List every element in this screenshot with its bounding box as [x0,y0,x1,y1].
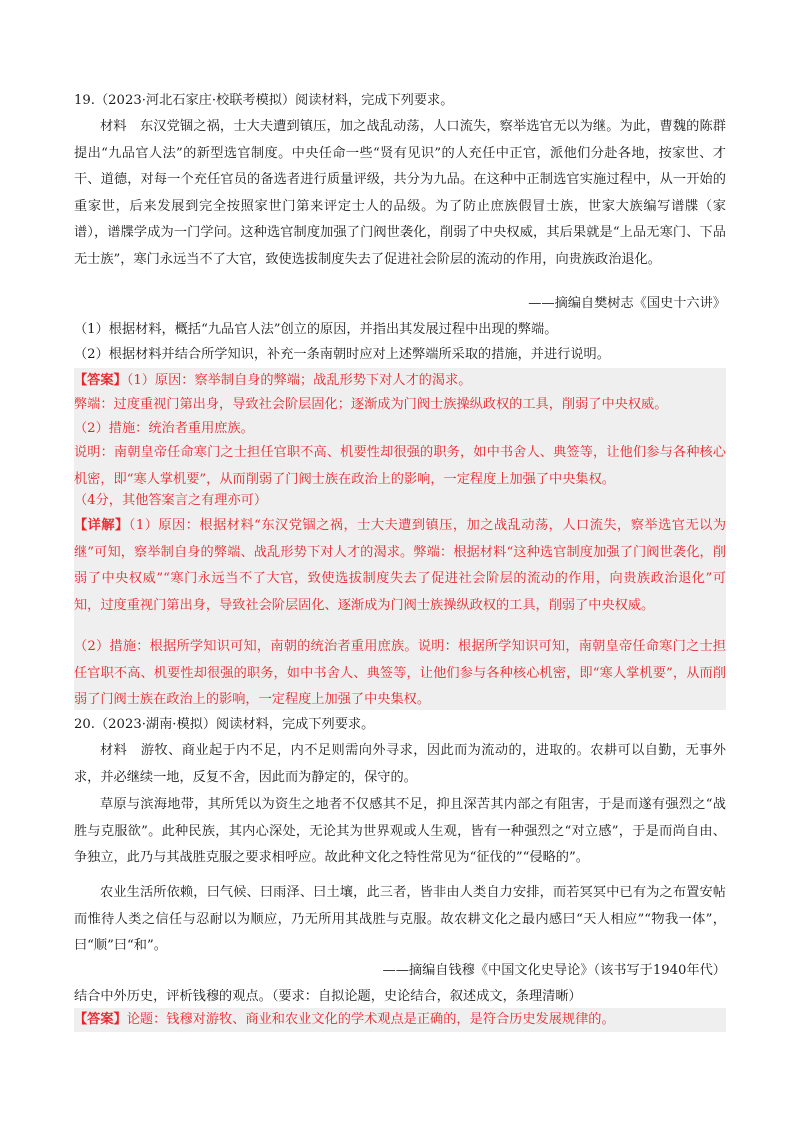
q19-requirement-1: （1）根据材料，概括“九品官人法”创立的原因，并指出其发展过程中出现的弊端。 [74,322,558,337]
answer-tag: 【答案】 [74,373,127,388]
q20-material-1: 材料 游牧、商业起于内不足，内不足则需向外寻求，因此而为流动的，进取的。农耕可以自勤，无事外求，并必继续一地，反复不舍，因此而为静定的，保守的。 [74,743,726,785]
q20-answer-line-1 [74,1007,726,1034]
q19-material: 材料 东汉党锢之祸，士大夫遭到镇压，加之战乱动荡，人口流失，察举选官无以为继。为此，曹魏的陈群提出“九品官人法”的新型选官制度。中央任命一些“贤有见识”的人充任中正官，派他们分赴各地，按家世、才干、道德，对每一个充任官员的备选者进行质量评级，共分为九品。在这种中正制选官实施过程中，从一开始的重家世，后来发展到完全按照家世门第来评定士人的品级。为了防止庶族假冒士族，世家大族编写谱牒（家谱），谱牒学成为一门学问。这种选官制度加强了门阀世袭化，削弱了中央权威，其后果就是“上品无寒门、下品无士族”，寒门永远当不了大官，致使选拔制度失去了促进社会阶层的流动的作用，向贵族政治退化。 [74,119,726,267]
q20-material-3: 农业生活所依赖，曰气候、曰雨泽、曰土壤，此三者，皆非由人类自力安排，而若冥冥中已有为之布置安帖而惟待人类之信任与忍耐以为顺应，乃无所用其战胜与克服。故农耕文化之最内感曰“天人相应”“物我一体”，曰“顺”曰“和”。 [74,885,726,954]
q19-requirement-2: （2）根据材料并结合所学知识，补充一条南朝时应对上述弊端所采取的措施，并进行说明。 [74,347,610,362]
q20-source: ——摘编自钱穆《中国文化史导论》（该书写于1940年代） [382,963,726,978]
detail-tag: 【详解】 [74,518,129,533]
answer-tag: 【答案】 [74,1012,127,1027]
q19-detail-2: （2）措施：根据所学知识可知，南朝的统治者重用庶族。说明：根据所学知识可知，南朝皇帝任命寒门之士担任官职不高、机要性却很强的职务，如中书舍人、典签等，让他们参与各种核心机密，即“寒人掌机要”，从而削弱了门阀士族在政治上的影响，一定程度上加强了中央集权。 [74,639,726,708]
answer-text: 论题：钱穆对游牧、商业和农业文化的学术观点是正确的，是符合历史发展规律的。 [126,1012,615,1027]
q19-answer-line-1 [74,368,726,395]
q19-answer-line-4: 说明：南朝皇帝任命寒门之士担任官职不高、机要性却很强的职务，如中书舍人、典签等，让他们参与各种核心机密，即“寒人掌机要”，从而削弱了门阀士族在政治上的影响，一定程度上加强了中央集权。 [74,445,726,487]
q19-source: ——摘编自樊树志《国史十六讲》 [528,296,726,311]
q19-answer-line-5: （4分，其他答案言之有理亦可） [74,493,268,508]
q20-requirement: 结合中外历史，评析钱穆的观点。（要求：自拟论题，史论结合，叙述成文，条理清晰） [74,989,582,1004]
q20-material-2: 草原与滨海地带，其所凭以为资生之地者不仅感其不足，抑且深苦其内部之有阻害，于是而遂有强烈之“战胜与克服欲”。此种民族，其内心深处，无论其为世界观或人生观，皆有一种强烈之“对立感”，于是而尚自由、争独立，此乃与其战胜克服之要求相呼应。故此种文化之特性常见为“征伐的”“侵略的”。 [74,797,726,866]
q20-header: 20.（2023·湖南·模拟）阅读材料，完成下列要求。 [74,717,375,732]
q19-answer-line-3: （2）措施：统治者重用庶族。 [74,421,254,436]
q19-header: 19.（2023·河北石家庄·校联考模拟）阅读材料，完成下列要求。 [74,93,454,108]
q19-answer-line-2: 弊端：过度重视门第出身，导致社会阶层固化；逐渐成为门阀士族操纵政权的工具，削弱了中央权威。 [74,397,668,412]
answer-text: （1）原因：察举制自身的弊端；战乱形势下对人才的渴求。 [126,373,472,388]
detail-text: （1）原因：根据材料“东汉党锢之祸，士大夫遭到镇压，加之战乱动荡，人口流失，察举选官无以为继”可知，察举制自身的弊端、战乱形势下对人才的渴求。弊端：根据材料“这种选官制度加强了门阀世袭化，削弱了中央权威”“寒门永远当不了大官，致使选拔制度失去了促进社会阶层的流动的作用，向贵族政治退化”可知，过度重视门第出身，导致社会阶层固化、逐渐成为门阀士族操纵政权的工具，削弱了中央权威。 [74,518,727,613]
q19-detail-1 [74,513,726,619]
